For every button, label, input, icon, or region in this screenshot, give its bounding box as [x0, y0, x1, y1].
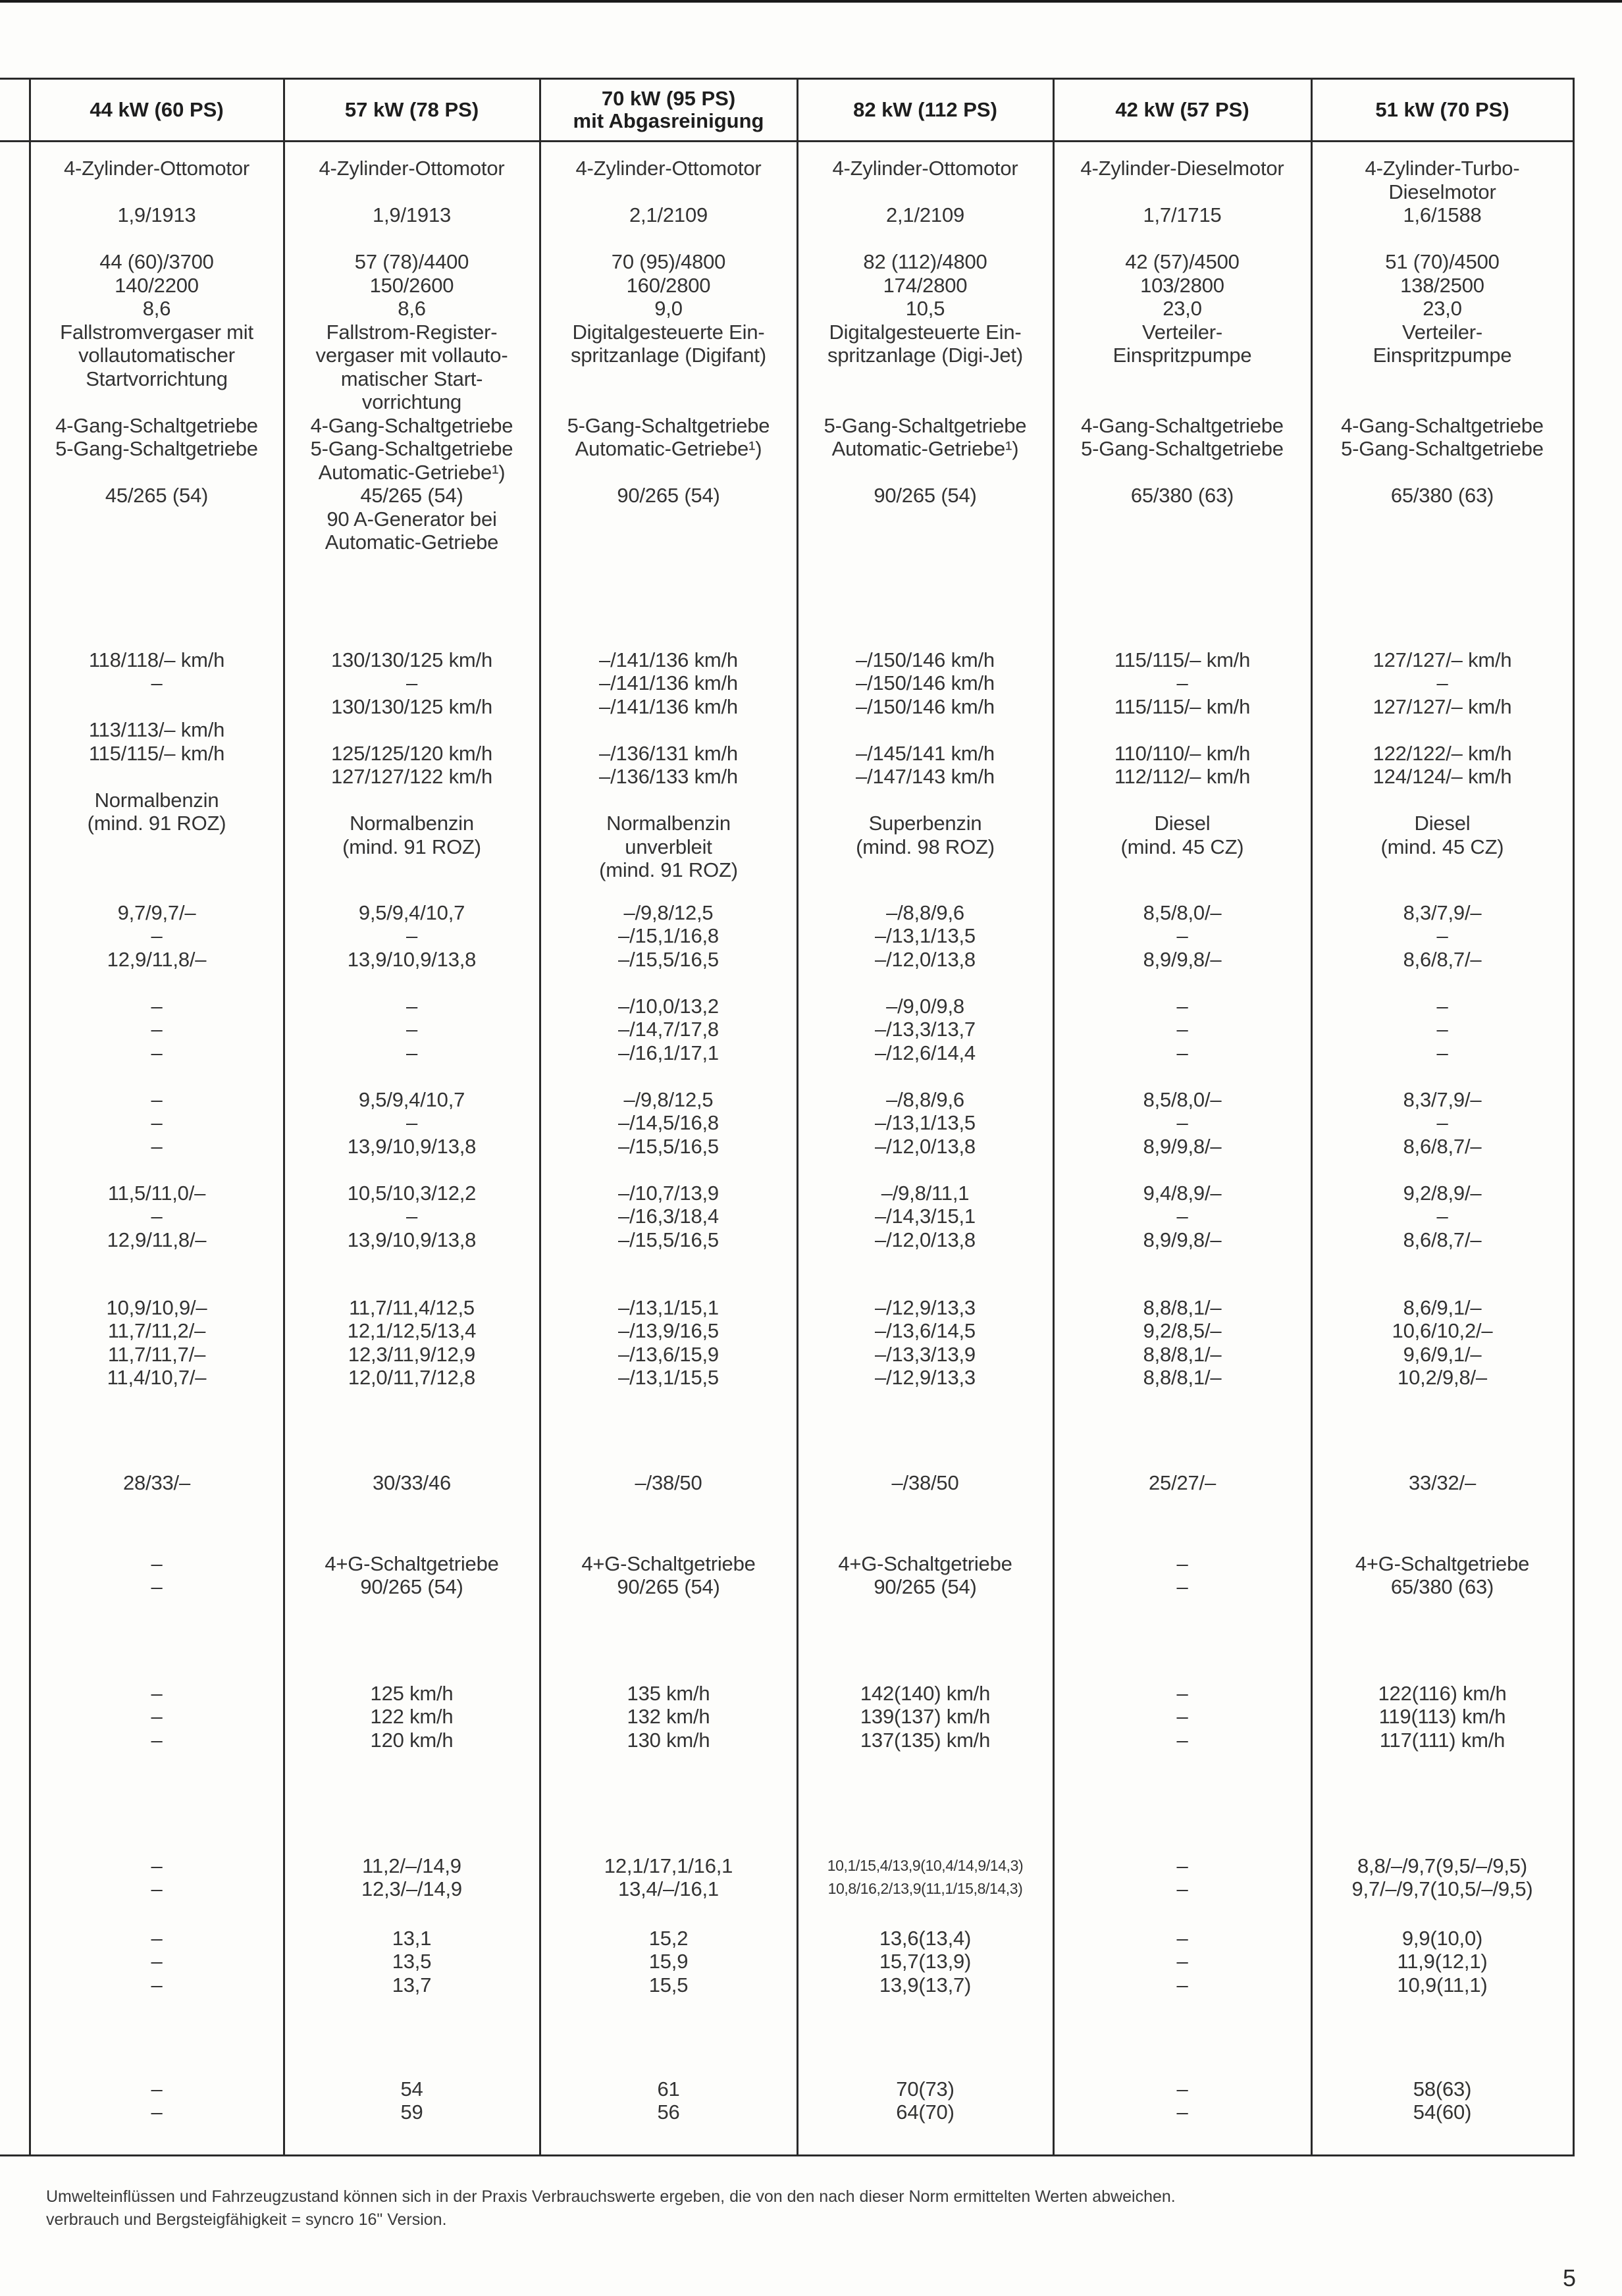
syncro-gradient-cell: 58(63) 54(60) [1413, 2077, 1472, 2124]
syncro-acceleration-cell: 15,2 15,9 15,5 [648, 1926, 689, 1996]
syncro-acceleration-cell: 13,6(13,4) 15,7(13,9) 13,9(13,7) [879, 1926, 972, 1996]
top-speed-cell: –/141/136 km/h –/141/136 km/h –/141/136 km/h –/136/131 km/h –/136/133 km/h Normalbenzin unverbleit (mind. 91 ROZ) [599, 648, 738, 881]
syncro-consumption-cell: 11,2/–/14,9 12,3/–/14,9 [361, 1854, 462, 1900]
syncro-gearbox-cell: 4+G-Schaltgetriebe 90/265 (54) [325, 1552, 499, 1598]
top-speed-cell: –/150/146 km/h –/150/146 km/h –/150/146 km/h –/145/141 km/h –/147/143 km/h Superbenzin (mind. 98 ROZ) [856, 648, 995, 858]
syncro-gearbox-cell: 4+G-Schaltgetriebe 90/265 (54) [581, 1552, 756, 1598]
acceleration-cell: –/8,8/9,6 –/13,1/13,5 –/12,0/13,8 –/9,0/9,8 –/13,3/13,7 –/12,6/14,4 –/8,8/9,6 –/13,1/13,5 –/12,0/13,8 –/9,8/11,1 –/14,3/15,1 –/12,0/13,8 [875, 900, 976, 1251]
engine-cell: 4-Zylinder-Dieselmotor 1,7/1715 42 (57)/4500 103/2800 23,0 Verteiler- Einspritzpumpe 4-Gang-Schaltgetriebe 5-Gang-Schaltgetriebe 65/380 (63) [1080, 157, 1284, 507]
syncro-consumption-cell: 10,1/15,4/13,9(10,4/14,9/14,3) 10,8/16,2/13,9(11,1/15,8/14,3) [827, 1856, 1024, 1897]
engine-cell: 4-Zylinder-Ottomotor 1,9/1913 57 (78)/4400 150/2600 8,6 Fallstrom-Register- vergaser mit vollauto- matischer Start- vorrichtung 4-Gang-Schaltgetriebe 5-Gang-Schaltgetriebe Automatic-Getriebe¹) 45/265 (54) 90 A-Generator bei Automatic-Getriebe [310, 157, 513, 554]
syncro-speed-cell: – – – [151, 1681, 163, 1752]
syncro-speed-cell: 142(140) km/h 139(137) km/h 137(135) km/h [860, 1681, 991, 1752]
syncro-gearbox-cell: – – [151, 1552, 163, 1598]
syncro-speed-cell: 125 km/h 122 km/h 120 km/h [370, 1681, 454, 1752]
section-acceleration [0, 901, 1573, 1296]
top-rule [0, 0, 1622, 3]
acceleration-cell: 9,5/9,4/10,7 – 13,9/10,9/13,8 – – – 9,5/9,4/10,7 – 13,9/10,9/13,8 10,5/10,3/12,2 – 13,9/10,9/13,8 [347, 900, 477, 1251]
syncro-gradient-cell: 54 59 [400, 2077, 423, 2124]
header-row [0, 79, 1573, 142]
column-header-82kw: 82 kW (112 PS) [797, 79, 1053, 142]
syncro-speed-cell: 122(116) km/h 119(113) km/h 117(111) km/h [1378, 1681, 1507, 1752]
syncro-consumption-cell: 8,8/–/9,7(9,5/–/9,5) 9,7/–/9,7(10,5/–/9,5) [1351, 1854, 1533, 1900]
gradient-cell: –/38/50 [891, 1471, 959, 1494]
gradient-cell: –/38/50 [635, 1471, 702, 1494]
column-header-57kw: 57 kW (78 PS) [284, 79, 540, 142]
footnote-line-1: Umwelteinflüssen und Fahrzeugzustand können sich in der Praxis Verbrauchswerte ergeben, die von den nach dieser Norm ermittelten Werten abweichen. [46, 2187, 1176, 2206]
syncro-gradient-cell: – – [1176, 2077, 1188, 2124]
syncro-gradient-cell: 61 56 [657, 2077, 680, 2124]
section-top-speed [0, 648, 1573, 901]
acceleration-cell: –/9,8/12,5 –/15,1/16,8 –/15,5/16,5 –/10,0/13,2 –/14,7/17,8 –/16,1/17,1 –/9,8/12,5 –/14,5/16,8 –/15,5/16,5 –/10,7/13,9 –/16,3/18,4 –/15,5/16,5 [618, 900, 719, 1251]
gradient-cell: 33/32/– [1408, 1471, 1477, 1494]
consumption-cell: 8,6/9,1/– 10,6/10,2/– 9,6/9,1/– 10,2/9,8/– [1392, 1295, 1493, 1389]
acceleration-cell: 8,5/8,0/– – 8,9/9,8/– – – – 8,5/8,0/– – 8,9/9,8/– 9,4/8,9/– – 8,9/9,8/– [1143, 900, 1222, 1251]
syncro-acceleration-cell: 9,9(10,0) 11,9(12,1) 10,9(11,1) [1397, 1926, 1488, 1996]
syncro-gearbox-cell: – – [1176, 1552, 1188, 1598]
engine-cell: 4-Zylinder-Turbo- Dieselmotor 1,6/1588 51 (70)/4500 138/2500 23,0 Verteiler- Einspritzpumpe 4-Gang-Schaltgetriebe 5-Gang-Schaltgetriebe 65/380 (63) [1341, 157, 1544, 507]
top-speed-cell: 130/130/125 km/h – 130/130/125 km/h 125/125/120 km/h 127/127/122 km/h Normalbenzin (mind. 91 ROZ) [331, 648, 492, 858]
page-number: 5 [1562, 2264, 1576, 2291]
engine-cell: 4-Zylinder-Ottomotor 2,1/2109 70 (95)/4800 160/2800 9,0 Digitalgesteuerte Ein- spritzanlage (Digifant) 5-Gang-Schaltgetriebe Automatic-Getriebe¹) 90/265 (54) [567, 157, 770, 507]
syncro-speed-cell: – – – [1176, 1681, 1188, 1752]
top-speed-cell: 115/115/– km/h – 115/115/– km/h 110/110/– km/h 112/112/– km/h Diesel (mind. 45 CZ) [1114, 648, 1251, 858]
syncro-acceleration-cell: – – – [1176, 1926, 1188, 1996]
syncro-consumption-cell: 12,1/17,1/16,1 13,4/–/16,1 [604, 1854, 733, 1900]
syncro-speed-cell: 135 km/h 132 km/h 130 km/h [627, 1681, 710, 1752]
column-header-51kw: 51 kW (70 PS) [1311, 79, 1573, 142]
section-syncro-acceleration [0, 1927, 1573, 2077]
syncro-acceleration-cell: 13,1 13,5 13,7 [392, 1926, 432, 1996]
acceleration-cell: 8,3/7,9/– – 8,6/8,7/– – – – 8,3/7,9/– – 8,6/8,7/– 9,2/8,9/– – 8,6/8,7/– [1403, 900, 1482, 1251]
syncro-gradient-cell: – – [151, 2077, 163, 2124]
section-syncro-top-speed [0, 1682, 1573, 1854]
syncro-consumption-cell: – – [151, 1854, 163, 1900]
column-header-70kw: 70 kW (95 PS) mit Abgasreinigung [540, 79, 797, 142]
section-syncro-gradient [0, 2077, 1573, 2156]
consumption-cell: 11,7/11,4/12,5 12,1/12,5/13,4 12,3/11,9/12,9 12,0/11,7/12,8 [347, 1295, 477, 1389]
specifications-table [0, 78, 1575, 2156]
syncro-acceleration-cell: – – – [151, 1926, 163, 1996]
engine-cell: 4-Zylinder-Ottomotor 2,1/2109 82 (112)/4800 174/2800 10,5 Digitalgesteuerte Ein- spritzanlage (Digi-Jet) 5-Gang-Schaltgetriebe Automatic-Getriebe¹) 90/265 (54) [824, 157, 1027, 507]
syncro-gradient-cell: 70(73) 64(70) [896, 2077, 955, 2124]
consumption-cell: 8,8/8,1/– 9,2/8,5/– 8,8/8,1/– 8,8/8,1/– [1143, 1295, 1222, 1389]
consumption-cell: –/12,9/13,3 –/13,6/14,5 –/13,3/13,9 –/12,9/13,3 [875, 1295, 976, 1389]
gradient-cell: 30/33/46 [372, 1471, 452, 1494]
section-syncro-consumption [0, 1854, 1573, 1927]
column-header-44kw: 44 kW (60 PS) [30, 79, 284, 142]
syncro-consumption-cell: – – [1176, 1854, 1188, 1900]
column-header-42kw: 42 kW (57 PS) [1053, 79, 1311, 142]
label-column-header [0, 79, 30, 142]
footnote-line-2: verbrauch und Bergsteigfähigkeit = syncro 16" Version. [46, 2210, 447, 2229]
gradient-cell: 25/27/– [1148, 1471, 1216, 1494]
engine-cell: 4-Zylinder-Ottomotor 1,9/1913 44 (60)/3700 140/2200 8,6 Fallstromvergaser mit vollautomatischer Startvorrichtung 4-Gang-Schaltgetriebe 5-Gang-Schaltgetriebe 45/265 (54) [55, 157, 258, 507]
section-syncro-gearbox [0, 1552, 1573, 1682]
top-speed-cell: 127/127/– km/h – 127/127/– km/h 122/122/– km/h 124/124/– km/h Diesel (mind. 45 CZ) [1373, 648, 1512, 858]
acceleration-cell: 9,7/9,7/– – 12,9/11,8/– – – – – – – 11,5/11,0/– – 12,9/11,8/– [107, 900, 207, 1251]
section-engine [0, 142, 1573, 648]
section-consumption [0, 1296, 1573, 1471]
syncro-gearbox-cell: 4+G-Schaltgetriebe 90/265 (54) [838, 1552, 1012, 1598]
section-gradient [0, 1471, 1573, 1552]
top-speed-cell: 118/118/– km/h – 113/113/– km/h 115/115/– km/h Normalbenzin (mind. 91 ROZ) [87, 648, 226, 835]
gradient-cell: 28/33/– [122, 1471, 191, 1494]
syncro-gearbox-cell: 4+G-Schaltgetriebe 65/380 (63) [1355, 1552, 1530, 1598]
consumption-cell: 10,9/10,9/– 11,7/11,2/– 11,7/11,7/– 11,4/10,7/– [106, 1295, 207, 1389]
consumption-cell: –/13,1/15,1 –/13,9/16,5 –/13,6/15,9 –/13,1/15,5 [618, 1295, 719, 1389]
